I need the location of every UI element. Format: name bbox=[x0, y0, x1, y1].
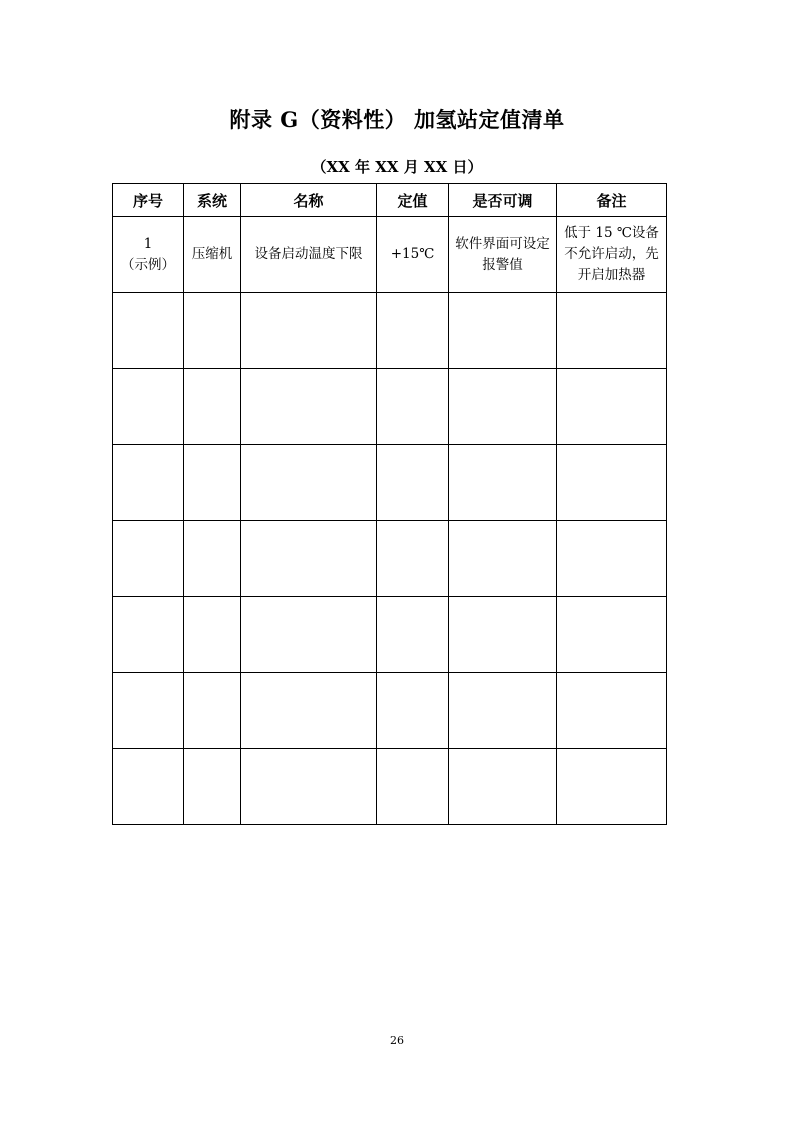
header-index: 序号 bbox=[113, 184, 184, 217]
date-line: （XX 年 XX 月 XX 日） bbox=[311, 158, 483, 176]
row-index: 1 bbox=[143, 235, 153, 252]
row-index-note: （示例） bbox=[121, 256, 175, 273]
empty-cell bbox=[113, 369, 184, 445]
empty-cell bbox=[377, 749, 449, 825]
empty-cell bbox=[184, 597, 241, 673]
empty-cell bbox=[241, 369, 377, 445]
empty-cell bbox=[241, 293, 377, 369]
empty-table-row bbox=[113, 445, 667, 521]
empty-cell bbox=[557, 749, 667, 825]
empty-cell bbox=[449, 293, 557, 369]
setpoint-table bbox=[112, 183, 667, 825]
empty-cell bbox=[241, 597, 377, 673]
cell-system: 压缩机 bbox=[184, 217, 241, 293]
empty-cell bbox=[377, 673, 449, 749]
empty-cell bbox=[557, 597, 667, 673]
empty-table-row bbox=[113, 293, 667, 369]
empty-cell bbox=[241, 445, 377, 521]
cell-adjustable: 软件界面可设定报警值 bbox=[449, 217, 557, 293]
empty-table-row bbox=[113, 521, 667, 597]
empty-table-row bbox=[113, 597, 667, 673]
header-value: 定值 bbox=[377, 184, 449, 217]
empty-cell bbox=[113, 749, 184, 825]
empty-table-row bbox=[113, 673, 667, 749]
cell-value: +15℃ bbox=[377, 217, 449, 293]
empty-cell bbox=[113, 293, 184, 369]
empty-cell bbox=[449, 749, 557, 825]
page-number: 26 bbox=[390, 1034, 404, 1047]
empty-cell bbox=[184, 293, 241, 369]
empty-table-row bbox=[113, 749, 667, 825]
page-title: 附录 G（资料性） 加氢站定值清单 bbox=[229, 107, 565, 132]
cell-index bbox=[113, 217, 184, 293]
empty-cell bbox=[241, 749, 377, 825]
empty-cell bbox=[377, 293, 449, 369]
empty-cell bbox=[377, 521, 449, 597]
empty-cell bbox=[377, 445, 449, 521]
empty-cell bbox=[449, 521, 557, 597]
empty-cell bbox=[449, 597, 557, 673]
empty-cell bbox=[557, 369, 667, 445]
empty-cell bbox=[377, 369, 449, 445]
empty-cell bbox=[184, 521, 241, 597]
empty-cell bbox=[113, 597, 184, 673]
empty-cell bbox=[113, 445, 184, 521]
header-adjustable: 是否可调 bbox=[449, 184, 557, 217]
empty-table-row bbox=[113, 369, 667, 445]
header-remark: 备注 bbox=[557, 184, 667, 217]
empty-cell bbox=[184, 749, 241, 825]
empty-cell bbox=[113, 521, 184, 597]
cell-remark: 低于 15 ℃设备不允许启动，先开启加热器 bbox=[557, 217, 667, 293]
empty-cell bbox=[557, 293, 667, 369]
table-header-row bbox=[113, 184, 667, 217]
empty-cell bbox=[557, 673, 667, 749]
empty-cell bbox=[449, 673, 557, 749]
table-row bbox=[113, 217, 667, 293]
empty-cell bbox=[241, 521, 377, 597]
empty-cell bbox=[241, 673, 377, 749]
empty-cell bbox=[184, 369, 241, 445]
header-system: 系统 bbox=[184, 184, 241, 217]
empty-cell bbox=[557, 445, 667, 521]
empty-cell bbox=[184, 673, 241, 749]
cell-name: 设备启动温度下限 bbox=[241, 217, 377, 293]
empty-cell bbox=[557, 521, 667, 597]
empty-cell bbox=[449, 369, 557, 445]
empty-cell bbox=[377, 597, 449, 673]
empty-cell bbox=[113, 673, 184, 749]
empty-cell bbox=[184, 445, 241, 521]
empty-cell bbox=[449, 445, 557, 521]
header-name: 名称 bbox=[241, 184, 377, 217]
